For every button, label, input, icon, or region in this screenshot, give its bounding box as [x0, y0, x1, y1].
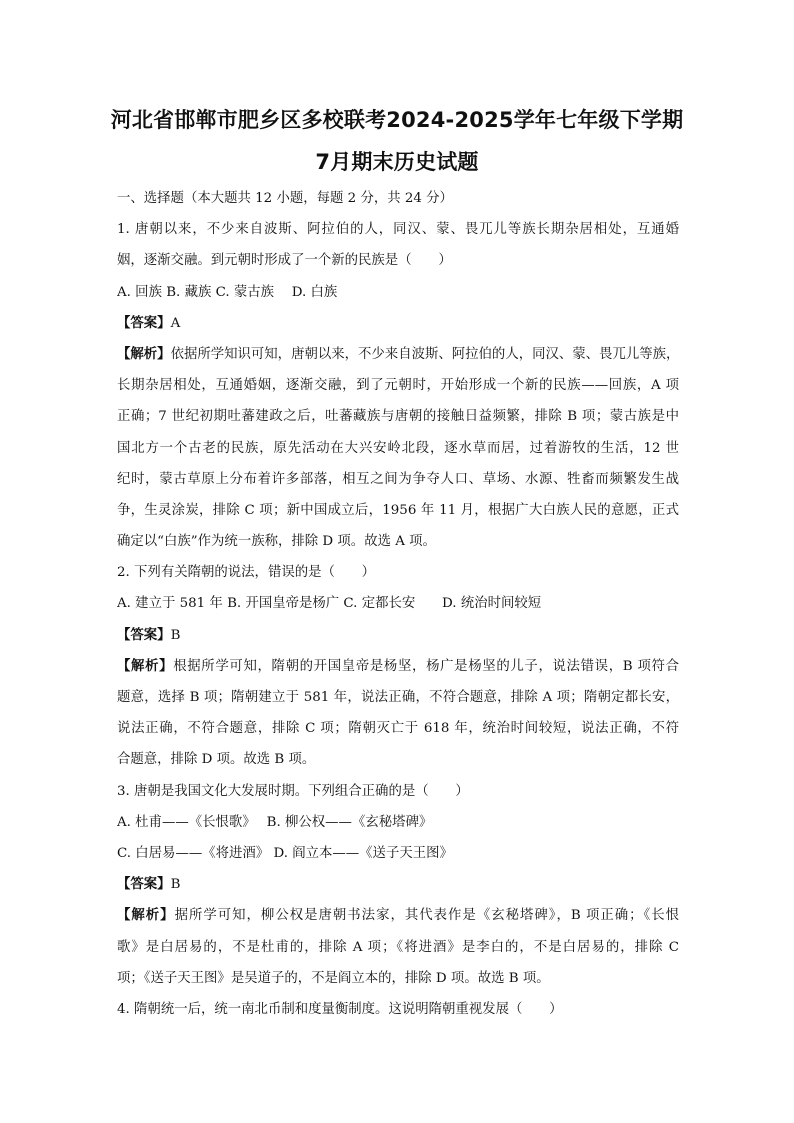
analysis-text: 依据所学知识可知，唐朝以来，不少来自波斯、阿拉伯的人，同汉、蒙、畏兀儿等族，: [170, 346, 679, 362]
question-2-analysis-line-1: [117, 651, 679, 682]
question-3-analysis-line-3: 项；《送子天王图》是吴道子的，不是阎立本的，排除 D 项。故选 B 项。: [117, 970, 550, 986]
answer-tag: 【答案】: [117, 314, 171, 331]
question-1-analysis-line-4: 国北方一个古老的民族，原先活动在大兴安岭北段，逐水草而居，过着游牧的生活，12 世: [117, 440, 679, 456]
question-3-analysis-line-1: [117, 900, 679, 931]
answer-value: A: [170, 315, 181, 331]
question-3-options-line-2: C. 白居易——《将进酒》 D. 阎立本——《送子天王图》: [117, 845, 453, 861]
answer-tag: 【答案】: [117, 626, 171, 643]
analysis-text: 根据所学可知，隋朝的开国皇帝是杨坚，杨广是杨坚的儿子，说法错误，B 项符合: [173, 658, 679, 674]
section-heading: 一、选择题（本大题共 12 小题，每题 2 分，共 24 分）: [117, 191, 453, 206]
question-3-answer: [117, 869, 679, 900]
question-3-stem-line-1: 3. 唐朝是我国文化大发展时期。下列组合正确的是（ ）: [117, 783, 469, 799]
question-1-analysis-line-3: 正确；7 世纪初期吐蕃建政之后，吐蕃藏族与唐朝的接触日益频繁，排除 B 项；蒙古族是中: [117, 409, 679, 425]
question-1-stem-line-1: 1. 唐朝以来，不少来自波斯、阿拉伯的人，同汉、蒙、畏兀儿等族长期杂居相处，互通婚: [117, 222, 679, 238]
analysis-tag: 【解析】: [117, 657, 174, 674]
analysis-tag: 【解析】: [117, 907, 175, 924]
answer-value: B: [170, 877, 181, 893]
question-1-analysis-line-6: 争，生灵涂炭，排除 C 项；新中国成立后，1956 年 11 月，根据广大白族人民的意愿，正式: [117, 502, 679, 518]
question-2-analysis-line-2: 题意，选择 B 项；隋朝建立于 581 年，说法正确，不符合题意，排除 A 项；隋朝定都长安，: [117, 690, 679, 705]
answer-value: B: [170, 627, 181, 643]
answer-tag: 【答案】: [117, 876, 171, 893]
question-1-stem-line-2: 姻，逐渐交融。到元朝时形成了一个新的民族是（ ）: [117, 253, 452, 269]
document-title-line-1: 河北省邯郸市肥乡区多校联考2024-2025学年七年级下学期: [110, 108, 684, 132]
document-body: [117, 183, 679, 1025]
document-title-line-2: 7月期末历史试题: [315, 150, 479, 174]
question-3-analysis-line-2: 歌》是白居易的，不是杜甫的，排除 A 项；《将进酒》是李白的，不是白居易的，排除 C: [117, 939, 679, 955]
question-1-options: A. 回族 B. 藏族 C. 蒙古族 D. 白族: [117, 284, 338, 300]
question-1-analysis-line-5: 纪时，蒙古草原上分布着许多部落，相互之间为争夺人口、草场、水源、牲畜而频繁发生战: [117, 471, 679, 487]
question-2-options: A. 建立于 581 年 B. 开国皇帝是杨广 C. 定都长安 D. 统治时间较短: [117, 596, 542, 612]
question-1-analysis-line-7: 确定以“白族”作为统一族称，排除 D 项。故选 A 项。: [117, 534, 436, 550]
analysis-tag: 【解析】: [117, 345, 171, 362]
question-2-analysis-line-3: 说法正确，不符合题意，排除 C 项；隋朝灭亡于 618 年，统治时间较短，说法正确，不符: [117, 721, 679, 737]
analysis-text: 据所学可知，柳公权是唐朝书法家，其代表作是《玄秘塔碑》，B 项正确；《长恨: [174, 908, 679, 924]
question-2-answer: [117, 620, 679, 651]
question-1-analysis-line-2: 长期杂居相处，互通婚姻，逐渐交融，到了元朝时，开始形成一个新的民族——回族，A 项: [117, 378, 679, 394]
question-2-stem-line-1: 2. 下列有关隋朝的说法，错误的是（ ）: [117, 565, 376, 581]
question-2-analysis-line-4: 合题意，排除 D 项。故选 B 项。: [117, 752, 316, 768]
question-4-stem-line-1: 4. 隋朝统一后，统一南北币制和度量衡制度。这说明隋朝重视发展（ ）: [117, 1001, 563, 1017]
question-1-answer: [117, 308, 679, 339]
question-1-analysis-line-1: [117, 339, 679, 370]
question-3-options-line-1: A. 杜甫——《长恨歌》 B. 柳公权——《玄秘塔碑》: [117, 814, 433, 830]
